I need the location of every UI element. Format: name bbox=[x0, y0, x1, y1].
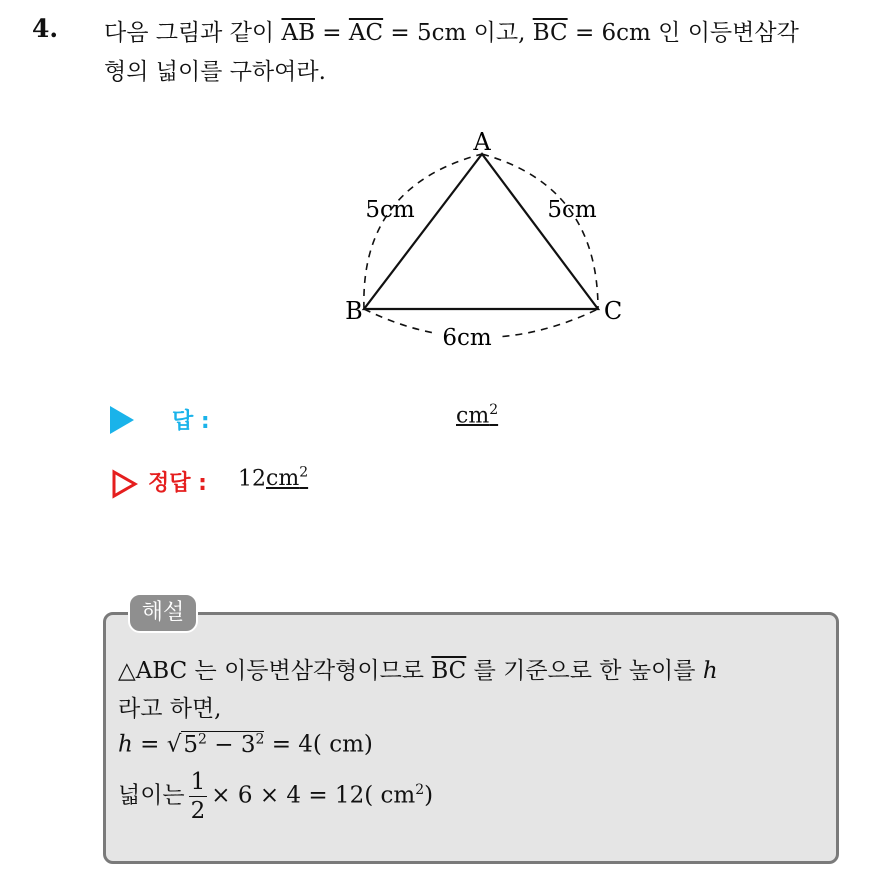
vertex-a-label: A bbox=[473, 128, 491, 156]
correct-answer-row bbox=[108, 465, 608, 505]
problem-statement bbox=[104, 14, 874, 92]
radicand-base: 5 bbox=[183, 731, 199, 758]
correct-answer-value bbox=[238, 465, 308, 491]
unit-exponent: 2 bbox=[489, 402, 499, 418]
fraction-one-half bbox=[189, 768, 208, 825]
explanation-line-2: 라고 하면, bbox=[118, 696, 222, 722]
problem-text-part: 다음 그림과 같이 bbox=[104, 20, 282, 46]
vertex-b-label: B bbox=[345, 297, 363, 325]
correct-number: 12 bbox=[238, 466, 266, 492]
segment-bc: $\overline{BC}$ bbox=[431, 658, 467, 684]
triangle-abc bbox=[364, 154, 598, 309]
correct-answer-label: 정답 : bbox=[148, 471, 207, 496]
problem-text-part: = 6cm 인 이등변삼각 bbox=[567, 20, 799, 46]
explanation-text: △ABC 는 이등변삼각형이므로 bbox=[118, 658, 432, 684]
outline-triangle-shape bbox=[114, 472, 135, 496]
explanation-line-4 bbox=[118, 768, 433, 825]
height-equation-rhs: = 4( cm) bbox=[264, 731, 373, 758]
problem-text-part: = bbox=[314, 20, 349, 46]
explanation-line-1 bbox=[118, 652, 718, 685]
segment-ac: $\overline{AC}$ bbox=[348, 20, 384, 46]
segment-ab: $\overline{AB}$ bbox=[281, 20, 315, 46]
problem-number: 4. bbox=[32, 14, 59, 43]
unit-exponent: 2 bbox=[299, 465, 309, 481]
fraction-numerator: 1 bbox=[190, 769, 206, 795]
sqrt-sign: √ bbox=[166, 731, 182, 758]
radicand-exponent: 2 bbox=[255, 731, 265, 747]
segment-bc: $\overline{BC}$ bbox=[532, 20, 568, 46]
sqrt-radicand bbox=[181, 731, 264, 758]
area-equation: × 6 × 4 = 12( cm bbox=[211, 782, 416, 809]
outline-triangle-icon bbox=[110, 467, 140, 501]
unit-base: cm bbox=[266, 466, 300, 492]
triangle-figure bbox=[330, 126, 630, 356]
explanation-line-3 bbox=[118, 731, 373, 758]
answer-label: 답 : bbox=[172, 409, 210, 434]
correct-unit bbox=[266, 466, 308, 491]
fraction-denominator: 2 bbox=[190, 798, 206, 824]
vertex-c-label: C bbox=[603, 297, 623, 325]
problem-line-1 bbox=[104, 14, 874, 53]
area-equation-close: ) bbox=[424, 782, 434, 809]
variable-h: h bbox=[702, 658, 718, 684]
unit-base: cm bbox=[456, 403, 490, 429]
answer-row bbox=[108, 402, 608, 442]
radicand-minus: − 3 bbox=[206, 731, 256, 758]
answer-input-unit[interactable] bbox=[456, 402, 498, 428]
side-bc-length: 6cm bbox=[442, 325, 492, 351]
area-label: 넓이는 bbox=[118, 782, 185, 809]
explanation-text: 를 기준으로 한 높이를 bbox=[466, 658, 703, 684]
problem-line-2: 형의 넓이를 구하여라. bbox=[104, 59, 326, 85]
height-equation-lhs: h = bbox=[118, 731, 167, 758]
radicand-exponent: 2 bbox=[198, 731, 207, 747]
area-unit-exponent: 2 bbox=[415, 781, 425, 798]
problem-text-part: = 5cm 이고, bbox=[383, 20, 533, 46]
play-triangle-icon bbox=[110, 406, 134, 434]
side-ab-length: 5cm bbox=[365, 197, 415, 223]
explanation-tab: 해설 bbox=[128, 593, 198, 633]
side-ac-length: 5cm bbox=[547, 197, 597, 223]
